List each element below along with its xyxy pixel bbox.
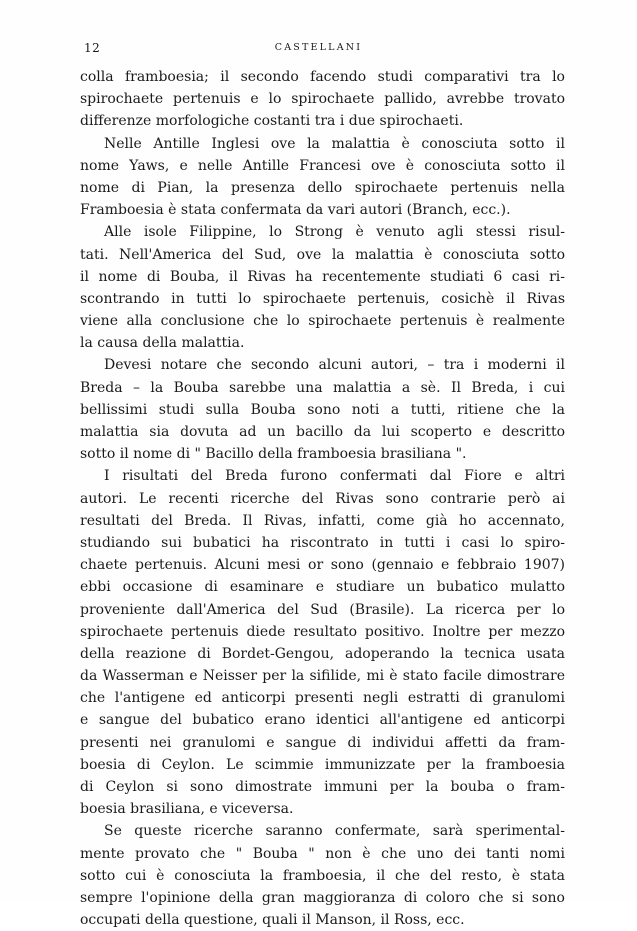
text-line: il nome di Bouba, il Rivas ha recentemente studiati 6 casi ri- [80, 268, 565, 285]
text-line: mente provato che " Bouba " non è che uno dei tanti nomi [80, 845, 565, 862]
text-line: occupati della questione, quali il Manson, il Ross, ecc. [80, 912, 465, 929]
paragraph [80, 465, 565, 820]
text-line: sempre l'opinione della gran maggioranza di coloro che si sono [80, 889, 565, 906]
text-line: scontrando in tutti lo spirochaete pertenuis, cosichè il Rivas [80, 290, 565, 307]
page-number: 12 [84, 41, 101, 55]
paragraph [80, 820, 565, 931]
text-line: bellissimi studi sulla Bouba sono noti a tutti, ritiene che la [80, 401, 565, 418]
text-line: chaete pertenuis. Alcuni mesi or sono (gennaio e febbraio 1907) [80, 557, 565, 574]
text-line: boesia di Ceylon. Le scimmie immunizzate per la framboesia [80, 756, 565, 773]
text-line: della reazione di Bordet-Gengou, adoperando la tecnica usata [80, 645, 565, 662]
text-line: sotto il nome di " Bacillo della framboesia brasiliana ". [80, 446, 467, 463]
text-line: colla framboesia; il secondo facendo studi comparativi tra lo [80, 69, 565, 85]
text-line: resultati del Breda. Il Rivas, infatti, come già ho accennato, [80, 512, 565, 529]
text-line: la causa della malattia. [80, 335, 245, 352]
text-line: autori. Le recenti ricerche del Rivas sono contrarie però ai [80, 490, 565, 507]
text-line: spirochaete pertenuis e lo spirochaete pallido, avrebbe trovato [80, 91, 565, 108]
text-line: Devesi notare che secondo alcuni autori, – tra i moderni il [104, 357, 565, 374]
paragraph [80, 221, 565, 354]
text-line: Se queste ricerche saranno confermate, sarà sperimental- [104, 823, 565, 840]
text-line: ebbi occasione di esaminare e studiare un bubatico mulatto [80, 579, 565, 596]
text-line: boesia brasiliana, e viceversa. [80, 801, 294, 818]
text-line: e sangue del bubatico erano identici all'antigene ed anticorpi [80, 712, 565, 729]
text-line: sotto cui è conosciuta la framboesia, il che del resto, è stata [80, 867, 565, 884]
text-line: presenti nei granulomi e sangue di individui affetti da fram- [80, 734, 565, 751]
text-line: Framboesia è stata confermata da vari autori (Branch, ecc.). [80, 202, 511, 219]
text-line: tati. Nell'America del Sud, ove la malattia è conosciuta sotto [80, 246, 565, 263]
text-line: Alle isole Filippine, lo Strong è venuto agli stessi risul- [104, 224, 565, 241]
text-line: spirochaete pertenuis diede resultato positivo. Inoltre per mezzo [80, 623, 565, 640]
paragraph [80, 354, 565, 465]
text-line: Breda – la Bouba sarebbe una malattia a sè. Il Breda, i cui [80, 379, 565, 396]
text-line: studiando sui bubatici ha riscontrato in tutti i casi lo spiro- [80, 534, 565, 551]
text-line: nome Yaws, e nelle Antille Francesi ove è conosciuta sotto il [80, 157, 565, 174]
paragraph [80, 133, 565, 222]
body-text [80, 66, 565, 931]
text-line: differenze morfologiche costanti tra i due spirochaeti. [80, 113, 464, 130]
text-line: di Ceylon si sono dimostrate immuni per la bouba o fram- [80, 779, 565, 795]
text-line: proveniente dall'America del Sud (Brasile). La ricerca per lo [80, 601, 565, 618]
text-line: che l'antigene ed anticorpi presenti negli estratti di granulomi [80, 690, 565, 707]
running-title: CASTELLANI [274, 42, 363, 53]
text-line: Nelle Antille Inglesi ove la malattia è conosciuta sotto il [104, 135, 565, 152]
text-line: da Wasserman e Neisser per la sifilide, mi è stato facile dimostrare [80, 668, 565, 685]
text-line: I risultati del Breda furono confermati dal Fiore e altri [104, 468, 565, 485]
text-line: nome di Pian, la presenza dello spirochaete pertenuis nella [80, 179, 565, 196]
text-line: viene alla conclusione che lo spirochaete pertenuis è realmente [80, 313, 565, 330]
paragraph [80, 66, 565, 133]
text-line: malattia sia dovuta ad un bacillo da lui scoperto e descritto [80, 424, 565, 440]
